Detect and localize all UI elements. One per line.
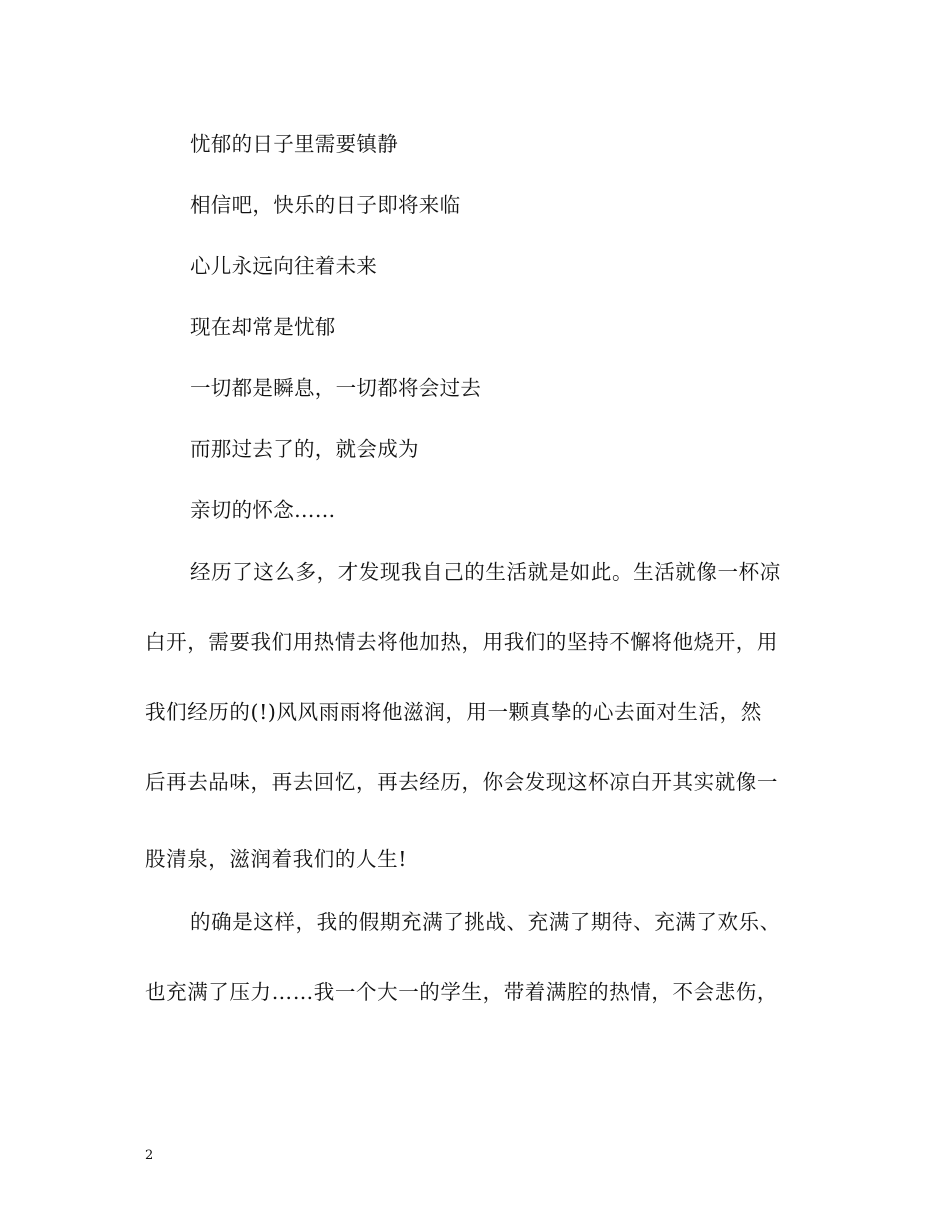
poem-line: 相信吧，快乐的日子即将来临: [190, 193, 461, 217]
poem-line: 心儿永远向往着未来: [190, 254, 378, 278]
poem-line: 忧郁的日子里需要镇静: [190, 132, 398, 156]
paragraph-line: 也充满了压力……我一个大一的学生，带着满腔的热情，不会悲伤，: [145, 980, 778, 1004]
paragraph-line: 我们经历的(!)风风雨雨将他滋润，用一颗真挚的心去面对生活，然: [145, 700, 762, 724]
poem-line: 而那过去了的，就会成为: [190, 437, 419, 461]
paragraph-line: 白开，需要我们用热情去将他加热，用我们的坚持不懈将他烧开，用: [145, 630, 778, 654]
poem-line: 一切都是瞬息，一切都将会过去: [190, 376, 482, 400]
paragraph-line: 后再去品味，再去回忆，再去经历，你会发现这杯凉白开其实就像一: [145, 770, 778, 794]
page-number: 2: [145, 1148, 154, 1163]
poem-line: 现在却常是忧郁: [190, 315, 336, 339]
paragraph-line: 的确是这样，我的假期充满了挑战、充满了期待、充满了欢乐、: [190, 910, 781, 934]
paragraph-line: 股清泉，滋润着我们的人生!: [145, 847, 408, 871]
paragraph-line: 经历了这么多，才发现我自己的生活就是如此。生活就像一杯凉: [190, 560, 781, 584]
poem-line: 亲切的怀念……: [190, 498, 336, 522]
